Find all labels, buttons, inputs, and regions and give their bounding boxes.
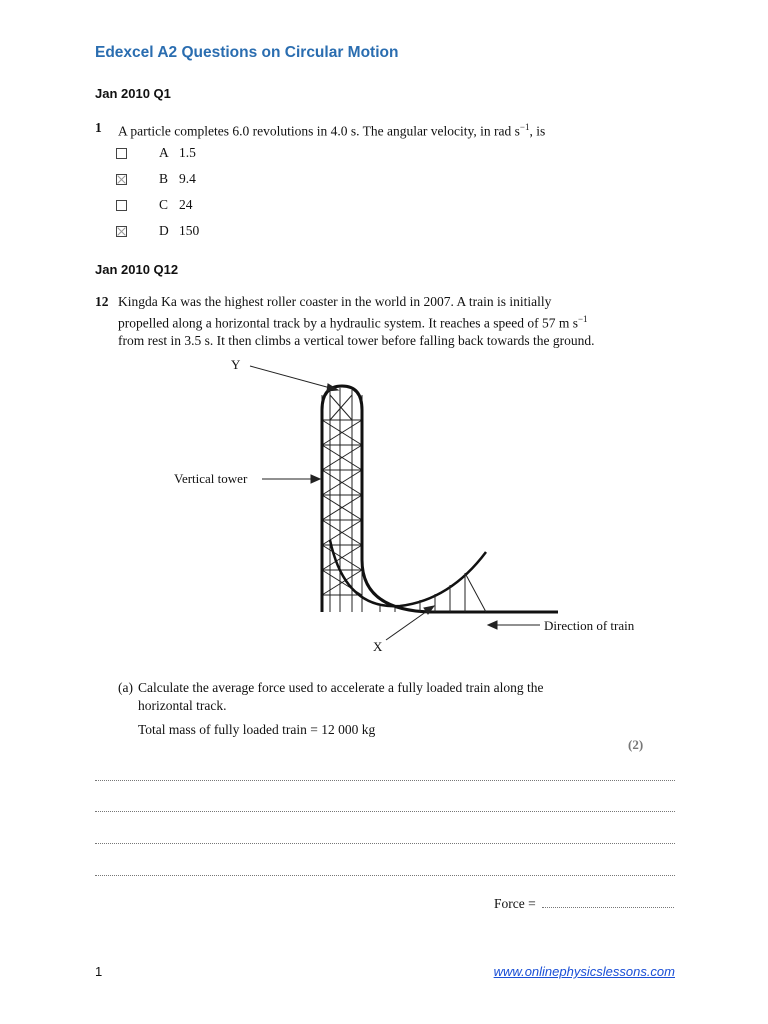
q1-text-end: , is [529, 123, 546, 139]
tower-scaffold [322, 388, 362, 612]
label-direction-of-train: Direction of train [544, 618, 635, 633]
option-d-letter: D [159, 223, 169, 238]
website-link[interactable]: www.onlinephysicslessons.com [493, 964, 675, 979]
force-answer-field[interactable] [542, 907, 674, 908]
option-c-letter: C [159, 197, 169, 212]
q1-number: 1 [95, 120, 102, 135]
option-d-value: 150 [179, 223, 200, 238]
page-number: 1 [95, 964, 103, 979]
q1-heading: Jan 2010 Q1 [95, 86, 171, 101]
answer-line-1[interactable] [95, 780, 675, 781]
q12-line-2-sup: −1 [577, 313, 588, 324]
option-c-value: 24 [179, 197, 193, 212]
answer-line-3[interactable] [95, 843, 675, 844]
option-b-letter: B [159, 171, 169, 186]
option-a-value: 1.5 [179, 145, 196, 160]
option-b-value: 9.4 [179, 171, 196, 186]
q12-number: 12 [95, 294, 109, 309]
label-y: Y [231, 357, 241, 372]
option-a-letter: A [159, 145, 169, 160]
answer-line-4[interactable] [95, 875, 675, 876]
q12-line-2-main: propelled along a horizontal track by a hydraulic system. It reaches a speed of 57 m s [118, 315, 578, 330]
q12-heading: Jan 2010 Q12 [95, 262, 179, 277]
force-answer-label: Force = [494, 896, 536, 911]
q1-text-main: A particle completes 6.0 revolutions in 4.0 s. The angular velocity, in rad s [118, 123, 520, 139]
part-a-mass: Total mass of fully loaded train = 12 000 kg [138, 722, 376, 737]
part-a-marks: (2) [628, 737, 644, 752]
label-vertical-tower: Vertical tower [174, 471, 248, 486]
part-a-line-1: Calculate the average force used to accelerate a fully loaded train along the [138, 680, 544, 695]
part-a-line-2: horizontal track. [138, 697, 227, 713]
label-x: X [373, 639, 383, 654]
q1-text-sup: −1 [519, 122, 530, 132]
part-a-question [138, 679, 658, 714]
part-a-label: (a) [118, 680, 133, 695]
label-arrows [250, 366, 540, 640]
q12-line-1: Kingda Ka was the highest roller coaster in the world in 2007. A train is initially [118, 294, 552, 309]
answer-line-2[interactable] [95, 811, 675, 812]
q12-line-3: from rest in 3.5 s. It then climbs a vertical tower before falling back towards the ground. [118, 332, 595, 348]
document-title: Edexcel A2 Questions on Circular Motion [95, 44, 399, 61]
